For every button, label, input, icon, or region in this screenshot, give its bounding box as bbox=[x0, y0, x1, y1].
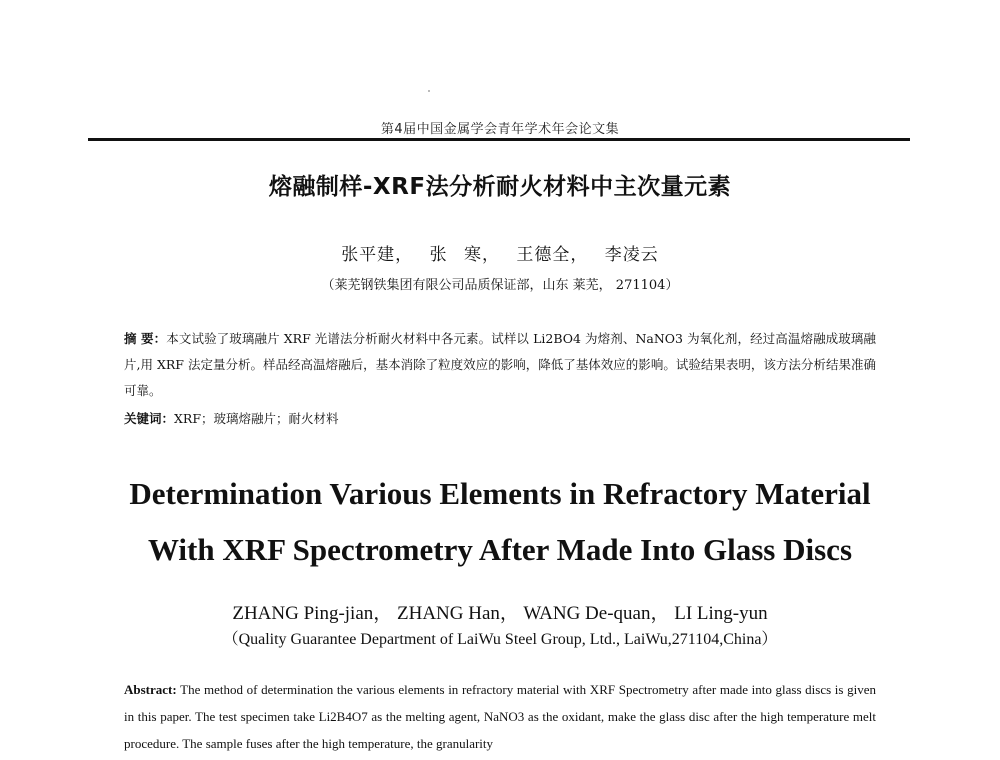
chinese-keywords-text: XRF；玻璃熔融片；耐火材料 bbox=[174, 411, 339, 426]
running-header: 第4届中国金属学会青年学术年会论文集 bbox=[380, 122, 620, 137]
english-authors: ZHANG Ping-jian， ZHANG Han， WANG De-quan， LI Ling-yun bbox=[232, 603, 768, 624]
chinese-abstract-text: 本文试验了玻璃融片 XRF 光谱法分析耐火材料中各元素。试样以 Li2BO4 为熔剂、NaNO3 为氧化剂，经过高温熔融成玻璃融片,用 XRF 法定量分析。样品经高温熔融后，基本消除了粒度效应的影响，降低了基体效应的影响。试验结果表明，该方法分析结果准确可靠。 bbox=[124, 331, 876, 398]
english-title-line-2: With XRF Spectrometry After Made Into Glass Discs bbox=[147, 532, 853, 567]
english-abstract bbox=[124, 676, 876, 757]
chinese-affiliation: （莱芜钢铁集团有限公司品质保证部，山东 莱芜， 271104） bbox=[321, 278, 679, 293]
scan-dot bbox=[428, 90, 430, 92]
chinese-abstract bbox=[124, 326, 876, 404]
chinese-title: 熔融制样-XRF法分析耐火材料中主次量元素 bbox=[268, 174, 732, 200]
chinese-abstract-label: 摘 要： bbox=[124, 331, 167, 346]
english-title bbox=[0, 466, 1000, 578]
chinese-keywords-label: 关键词： bbox=[124, 411, 175, 426]
chinese-keywords bbox=[124, 406, 876, 432]
english-title-line-1: Determination Various Elements in Refractory Material bbox=[129, 476, 871, 511]
chinese-authors: 张平建， 张 寒， 王德全， 李凌云 bbox=[341, 245, 659, 265]
english-abstract-label: Abstract: bbox=[124, 682, 177, 697]
header-rule bbox=[88, 138, 910, 141]
english-affiliation: （Quality Guarantee Department of LaiWu Steel Group, Ltd., LaiWu,271104,China） bbox=[222, 631, 778, 648]
english-abstract-text: The method of determination the various elements in refractory material with XRF Spectrometry after made into glass discs is given in this paper. The test specimen take Li2B4O7 as the melting agent, NaNO3 as the oxidant, make the glass disc after the high temperature melt procedure. The sample fuses after the high temperature, the granularity bbox=[124, 682, 876, 751]
